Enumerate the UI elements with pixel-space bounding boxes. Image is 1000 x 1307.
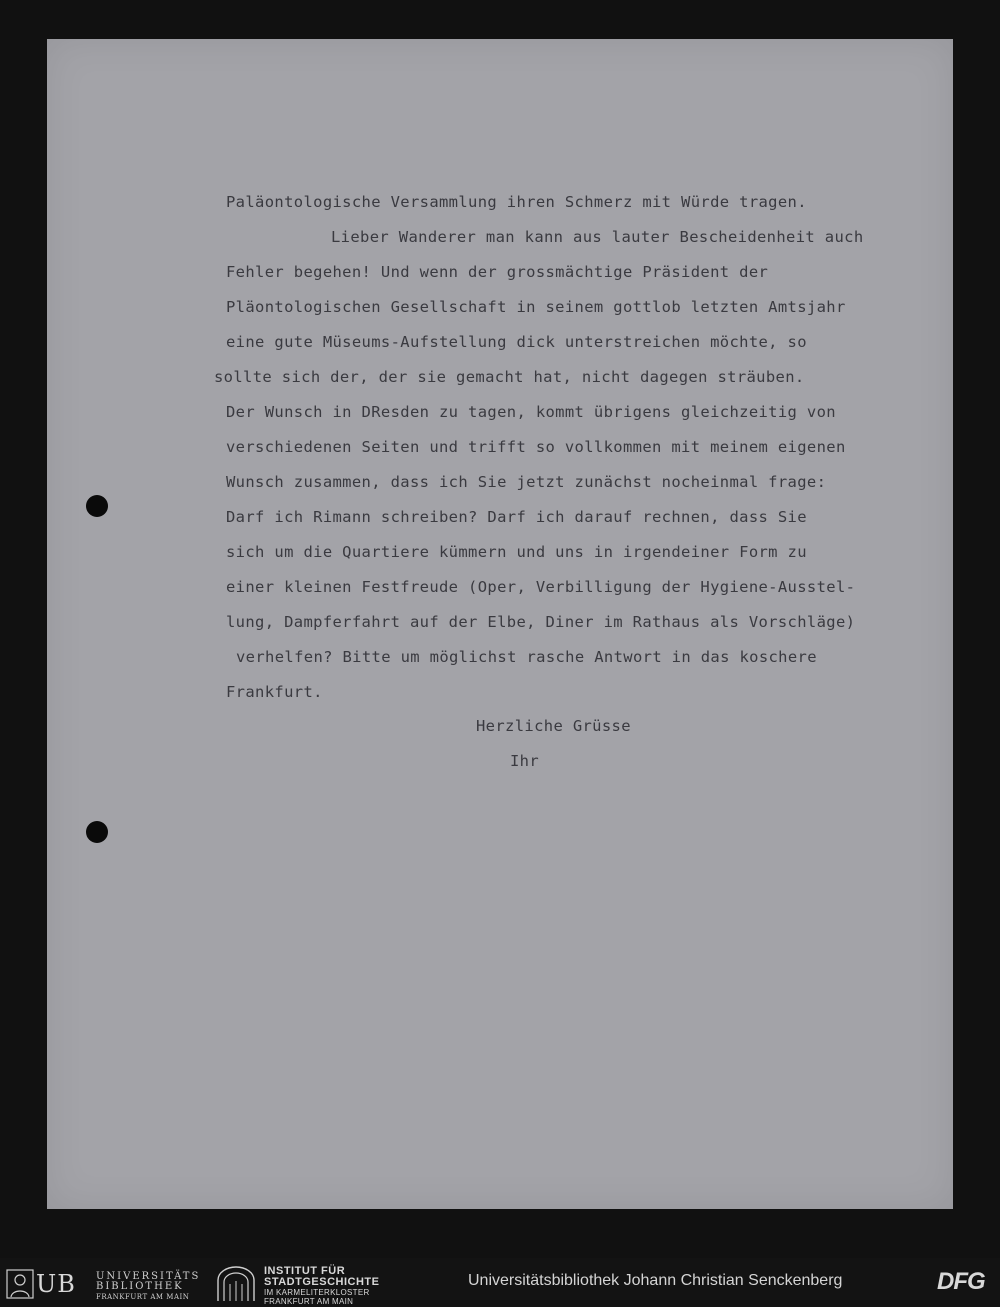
letter-line: verschiedenen Seiten und trifft so vollkommen mit meinem eigenen bbox=[226, 438, 846, 456]
letter-line: Frankfurt. bbox=[226, 683, 323, 701]
footer-bar bbox=[0, 1258, 1000, 1307]
ub-line-1: UNIVERSITÄTS bbox=[96, 1271, 201, 1282]
arch-icon bbox=[215, 1266, 257, 1302]
letter-line: einer kleinen Festfreude (Oper, Verbilligung der Hygiene-Ausstel- bbox=[226, 578, 856, 596]
isg-line-1: INSTITUT FÜR bbox=[264, 1265, 346, 1277]
letter-line: Fehler begehen! Und wenn der grossmächtige Präsident der bbox=[226, 263, 769, 281]
letter-line: verhelfen? Bitte um möglichst rasche Antwort in das koschere bbox=[236, 648, 817, 666]
letter-line: Der Wunsch in DResden zu tagen, kommt übrigens gleichzeitig von bbox=[226, 403, 836, 421]
letter-line: Darf ich Rimann schreiben? Darf ich darauf rechnen, dass Sie bbox=[226, 508, 807, 526]
punch-hole-icon bbox=[86, 495, 108, 517]
letter-line: sollte sich der, der sie gemacht hat, nicht dagegen sträuben. bbox=[214, 368, 805, 386]
isg-line-3: IM KARMELITERKLOSTER bbox=[264, 1288, 370, 1297]
letter-line: eine gute Müseums-Aufstellung dick unterstreichen möchte, so bbox=[226, 333, 807, 351]
isg-logo-text bbox=[264, 1266, 379, 1306]
letter-line: sich um die Quartiere kümmern und uns in irgendeiner Form zu bbox=[226, 543, 807, 561]
letter-line: Paläontologische Versammlung ihren Schmerz mit Würde tragen. bbox=[226, 193, 807, 211]
letter-signature: Ihr bbox=[510, 752, 540, 770]
isg-line-4: FRANKFURT AM MAIN bbox=[264, 1297, 354, 1306]
portrait-icon bbox=[6, 1269, 34, 1299]
letter-line: Wunsch zusammen, dass ich Sie jetzt zunächst nocheinmal frage: bbox=[226, 473, 827, 491]
letter-line: Lieber Wanderer man kann aus lauter Bescheidenheit auch bbox=[331, 228, 864, 246]
punch-hole-icon bbox=[86, 821, 108, 843]
dfg-logo: DFG bbox=[937, 1268, 985, 1295]
letter-line: lung, Dampferfahrt auf der Elbe, Diner im Rathaus als Vorschläge) bbox=[226, 613, 856, 631]
footer-library-name: Universitätsbibliothek Johann Christian Senckenberg bbox=[468, 1272, 843, 1289]
ub-logo-letters: UB bbox=[36, 1270, 76, 1298]
isg-line-2: STADTGESCHICHTE bbox=[264, 1276, 380, 1288]
letter-closing: Herzliche Grüsse bbox=[476, 717, 631, 735]
ub-line-2: BIBLIOTHEK bbox=[96, 1281, 184, 1292]
ub-logo-text bbox=[96, 1272, 200, 1302]
letter-line: Pläontologischen Gesellschaft in seinem gottlob letzten Amtsjahr bbox=[226, 298, 846, 316]
ub-line-3: FRANKFURT AM MAIN bbox=[96, 1293, 190, 1301]
